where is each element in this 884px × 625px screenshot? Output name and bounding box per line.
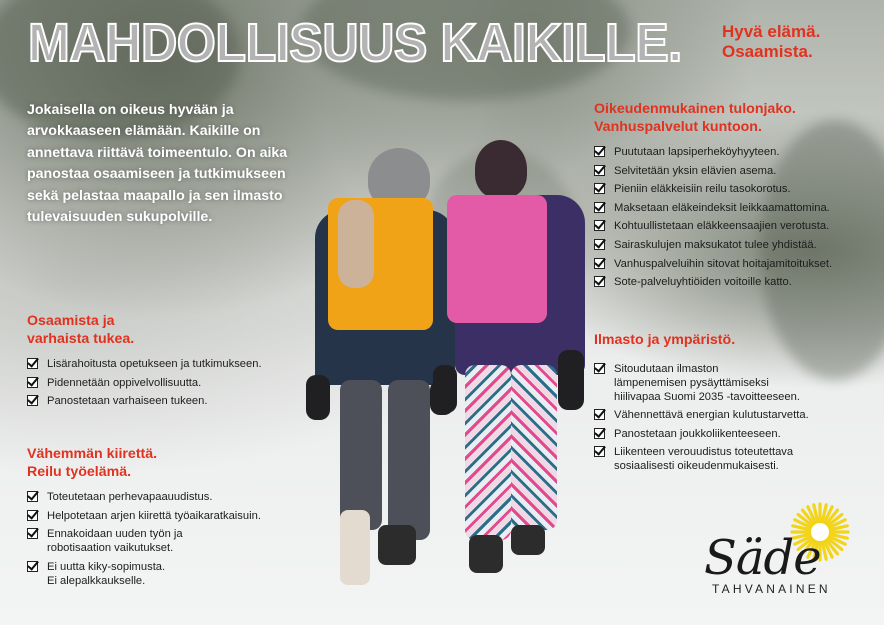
- list-item: [594, 145, 874, 159]
- checkbox-checked-icon: [27, 358, 38, 369]
- headline: MAHDOLLISUUS KAIKILLE.: [28, 13, 682, 73]
- list-item-text: Ennakoidaan uuden työn ja: [47, 528, 183, 541]
- heading-line: Vähemmän kiirettä.: [27, 446, 158, 462]
- checkbox-checked-icon: [27, 561, 38, 572]
- checkbox-checked-icon: [594, 446, 605, 457]
- section-ilmasto: [594, 332, 874, 478]
- checkbox-checked-icon: [27, 510, 38, 521]
- list-item-text: Toteutetaan perhevapaauudistus.: [47, 491, 213, 503]
- list-item-text: Ei uutta kiky-sopimusta.: [47, 560, 166, 573]
- list-item: [594, 182, 874, 196]
- section-tulonjako: [594, 101, 874, 294]
- list-item: [27, 509, 307, 523]
- list-item: [27, 560, 307, 588]
- list-item: [594, 201, 874, 215]
- list-item-text: Vanhuspalveluihin sitovat hoitajamitoitukset.: [614, 257, 833, 270]
- checkbox-checked-icon: [594, 428, 605, 439]
- checklist: [27, 357, 307, 408]
- section-heading: [594, 101, 874, 136]
- heading-line: Reilu työelämä.: [27, 463, 132, 480]
- checkbox-checked-icon: [594, 276, 605, 287]
- checkbox-checked-icon: [27, 377, 38, 388]
- checklist: [27, 490, 307, 588]
- list-item-text: Kohtuullistetaan eläkkeensaajien verotusta.: [614, 220, 830, 233]
- checkbox-checked-icon: [594, 258, 605, 269]
- list-item: [594, 408, 874, 422]
- list-item: [27, 394, 307, 408]
- checklist: [594, 362, 874, 474]
- heading-line: varhaista tukea.: [27, 330, 135, 347]
- list-item-text: Pieniin eläkkeisiin reilu tasokorotus.: [614, 183, 791, 196]
- pink-backpack: [447, 195, 547, 323]
- list-item-text: Sote-palveluyhtiöiden voitoille katto.: [614, 276, 792, 289]
- list-item: [594, 427, 874, 441]
- checkbox-checked-icon: [594, 183, 605, 194]
- checklist: [594, 145, 874, 289]
- list-item-text: Liikenteen verouudistus toteutettava: [614, 446, 794, 459]
- list-item: [27, 357, 307, 371]
- intro-paragraph: Jokaisella on oikeus hyvään ja arvokkaaseen elämään. Kaikille on annettava riittävä toimeentulo. On aika panostaa osaamiseen ja tutkimukseen sekä pelastaa maapallo ja sen ilmasto tulevaisuuden sukupolville.: [27, 102, 288, 226]
- list-item-text: Sitoudutaan ilmaston: [614, 362, 719, 375]
- tagline-line: Hyvä elämä.: [722, 22, 821, 41]
- child-right-illustration: [445, 140, 595, 590]
- list-item-text: Lisärahoitusta opetukseen ja tutkimukseen.: [47, 358, 262, 370]
- checkbox-checked-icon: [594, 202, 605, 213]
- heading-line: Ilmasto ja ympäristö.: [594, 332, 736, 348]
- list-item: [594, 275, 874, 289]
- list-item-text: Pidennetään oppivelvollisuutta.: [47, 376, 202, 389]
- list-item: [594, 164, 874, 178]
- list-item-text: Panostetaan joukkoliikenteeseen.: [614, 427, 781, 440]
- tagline: [722, 22, 820, 62]
- list-item-text: Vähennettävä energian kulutustarvetta.: [614, 409, 809, 422]
- list-item: [27, 490, 307, 504]
- checkbox-checked-icon: [27, 491, 38, 502]
- tagline-line: Osaamista.: [722, 42, 813, 61]
- checkbox-checked-icon: [594, 409, 605, 420]
- logo-wordmark: Säde: [704, 530, 821, 586]
- section-osaamista: [27, 313, 307, 413]
- list-item-text: hiilivapaa Suomi 2035 -tavoitteeseen.: [614, 390, 800, 403]
- list-item-text: Ei alepalkkaukselle.: [47, 574, 146, 587]
- checkbox-checked-icon: [594, 165, 605, 176]
- list-item: [594, 238, 874, 252]
- list-item-text: Maksetaan eläkeindeksit leikkaamattomina.: [614, 201, 830, 214]
- section-kiire: [27, 446, 307, 592]
- list-item: [594, 219, 874, 233]
- list-item-text: Puututaan lapsiperheköyhyyteen.: [614, 146, 780, 158]
- heading-line: Osaamista ja: [27, 313, 115, 329]
- list-item-text: Helpotetaan arjen kiirettä työaikaratkaisuin.: [47, 509, 261, 522]
- logo-subtitle: TAHVANAINEN: [712, 582, 831, 596]
- checkbox-checked-icon: [27, 395, 38, 406]
- heading-line: Oikeudenmukainen tulonjako.: [594, 101, 796, 117]
- checkbox-checked-icon: [594, 220, 605, 231]
- checkbox-checked-icon: [594, 363, 605, 374]
- list-item: [594, 257, 874, 271]
- teddy-bear: [338, 200, 374, 288]
- section-heading: [27, 446, 307, 481]
- list-item: [594, 362, 874, 404]
- section-heading: [27, 313, 307, 348]
- checkbox-checked-icon: [594, 146, 605, 157]
- heading-line: Vanhuspalvelut kuntoon.: [594, 118, 762, 135]
- section-heading: [594, 332, 874, 350]
- list-item: [594, 445, 874, 473]
- list-item-text: sosiaalisesti oikeudenmukaisesti.: [614, 460, 779, 473]
- checkbox-checked-icon: [594, 239, 605, 250]
- list-item-text: robotisaation vaikutukset.: [47, 542, 174, 555]
- sade-tahvanainen-logo: [678, 500, 858, 600]
- list-item-text: lämpenemisen pysäyttämiseksi: [614, 376, 769, 389]
- list-item-text: Panostetaan varhaiseen tukeen.: [47, 395, 208, 408]
- list-item-text: Sairaskulujen maksukatot tulee yhdistää.: [614, 238, 817, 251]
- list-item-text: Selvitetään yksin elävien asema.: [614, 164, 777, 177]
- list-item: [27, 527, 307, 555]
- checkbox-checked-icon: [27, 528, 38, 539]
- list-item: [27, 376, 307, 390]
